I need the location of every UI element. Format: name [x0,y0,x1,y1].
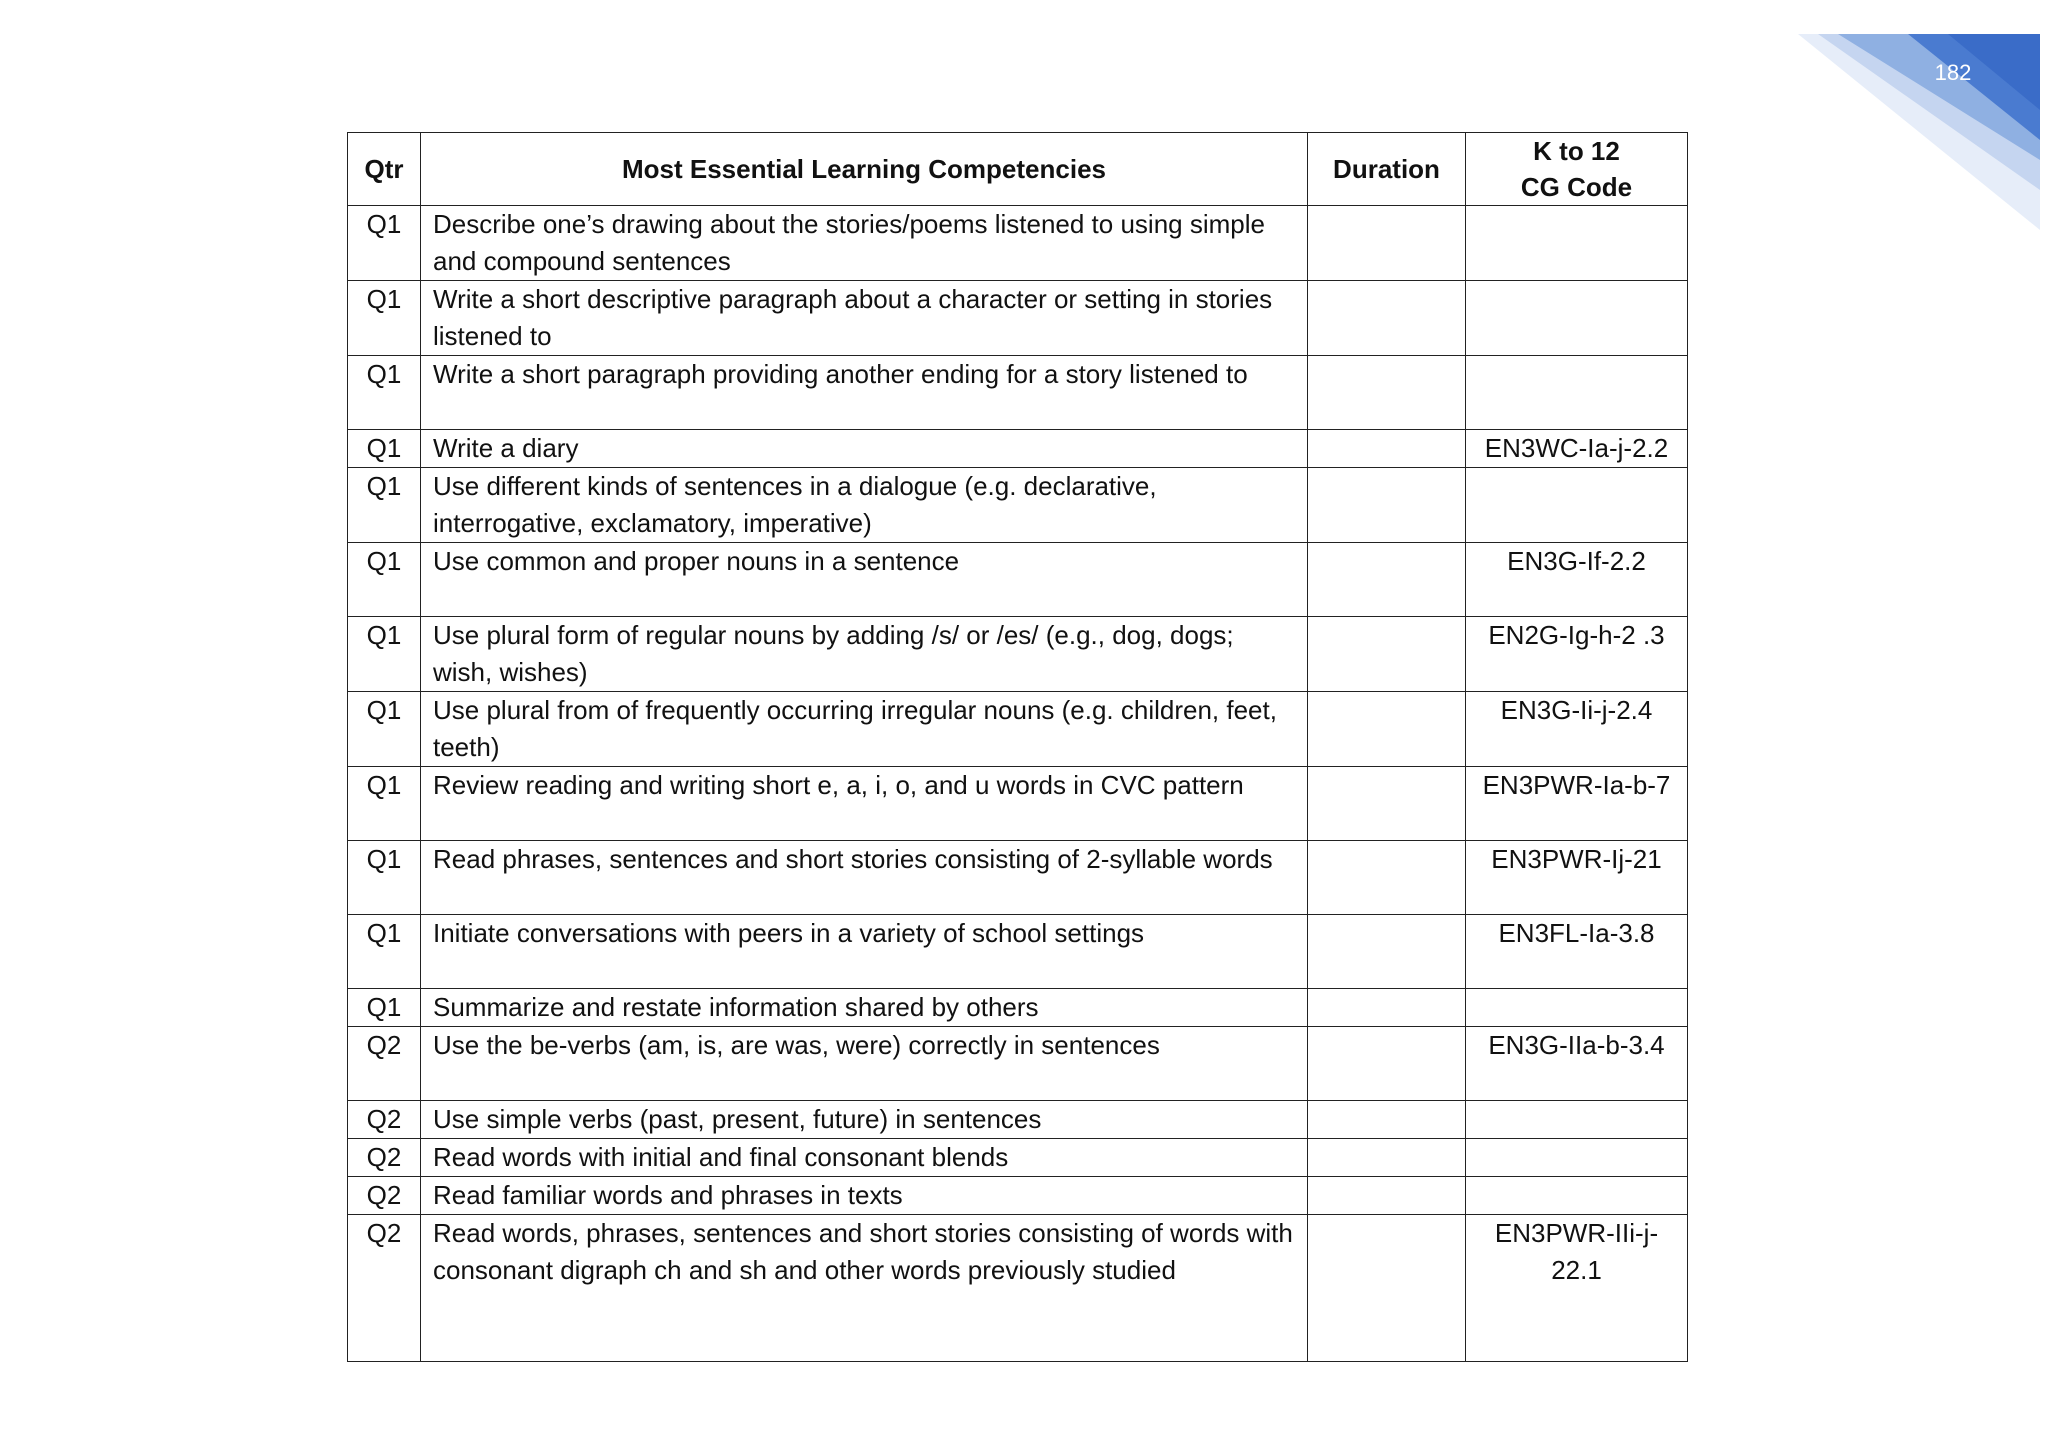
cell-competency: Use simple verbs (past, present, future) in sentences [421,1101,1308,1139]
table-row [348,356,1688,430]
cell-qtr: Q1 [348,617,421,692]
cell-duration [1308,692,1466,767]
cell-competency: Read familiar words and phrases in texts [421,1177,1308,1215]
cell-duration [1308,1215,1466,1362]
page-number: 182 [1934,60,1972,85]
cell-cg-code [1466,1177,1688,1215]
table-row [348,206,1688,281]
cell-competency: Initiate conversations with peers in a variety of school settings [421,915,1308,989]
cell-duration [1308,1139,1466,1177]
cell-competency: Review reading and writing short e, a, i, o, and u words in CVC pattern [421,767,1308,841]
cell-duration [1308,1101,1466,1139]
header-cg-code-line2: CG Code [1520,172,1633,202]
table-row [348,430,1688,468]
cell-qtr: Q1 [348,989,421,1027]
cell-qtr: Q2 [348,1177,421,1215]
cell-cg-code: EN3FL-Ia-3.8 [1466,915,1688,989]
table-row [348,1027,1688,1101]
cell-cg-code: EN3G-Ii-j-2.4 [1466,692,1688,767]
cell-duration [1308,989,1466,1027]
cell-duration [1308,1027,1466,1101]
cell-duration [1308,543,1466,617]
table-row [348,1139,1688,1177]
cell-duration [1308,206,1466,281]
cell-cg-code: EN3WC-Ia-j-2.2 [1466,430,1688,468]
header-cg-code [1466,133,1688,206]
table-row [348,989,1688,1027]
cell-qtr: Q1 [348,915,421,989]
cell-competency: Use the be-verbs (am, is, are was, were) correctly in sentences [421,1027,1308,1101]
cell-cg-code: EN2G-Ig-h-2 .3 [1466,617,1688,692]
cell-cg-code [1466,281,1688,356]
cell-duration [1308,915,1466,989]
header-competency: Most Essential Learning Competencies [421,133,1308,206]
cell-qtr: Q1 [348,692,421,767]
cell-competency: Summarize and restate information shared by others [421,989,1308,1027]
cell-competency: Use plural from of frequently occurring irregular nouns (e.g. children, feet, teeth) [421,692,1308,767]
cell-cg-code: EN3PWR-Ia-b-7 [1466,767,1688,841]
table-row [348,915,1688,989]
table-row [348,1101,1688,1139]
cell-competency: Describe one’s drawing about the stories/poems listened to using simple and compound sentences [421,206,1308,281]
cell-duration [1308,1177,1466,1215]
cell-competency: Use plural form of regular nouns by adding /s/ or /es/ (e.g., dog, dogs; wish, wishes) [421,617,1308,692]
cell-cg-code: EN3G-IIa-b-3.4 [1466,1027,1688,1101]
cell-qtr: Q1 [348,767,421,841]
cell-competency: Write a short paragraph providing another ending for a story listened to [421,356,1308,430]
cell-duration [1308,430,1466,468]
cell-cg-code [1466,206,1688,281]
cell-qtr: Q2 [348,1101,421,1139]
cell-duration [1308,617,1466,692]
cell-duration [1308,356,1466,430]
cell-cg-code: EN3G-If-2.2 [1466,543,1688,617]
competencies-table [347,132,1688,1362]
cell-qtr: Q1 [348,468,421,543]
table-row [348,281,1688,356]
table-row [348,692,1688,767]
header-cg-code-line1: K to 12 [1533,136,1620,166]
cell-competency: Use different kinds of sentences in a dialogue (e.g. declarative, interrogative, exclamatory, imperative) [421,468,1308,543]
cell-competency: Use common and proper nouns in a sentence [421,543,1308,617]
cell-qtr: Q1 [348,430,421,468]
cell-qtr: Q2 [348,1027,421,1101]
table-row [348,767,1688,841]
cell-competency: Write a short descriptive paragraph about a character or setting in stories listened to [421,281,1308,356]
cell-duration [1308,767,1466,841]
cell-qtr: Q1 [348,206,421,281]
table-row [348,841,1688,915]
table-row [348,1215,1688,1362]
cell-qtr: Q2 [348,1215,421,1362]
header-qtr: Qtr [348,133,421,206]
table-header-row [348,133,1688,206]
table-row [348,468,1688,543]
cell-cg-code [1466,1139,1688,1177]
table-row [348,543,1688,617]
table-row [348,617,1688,692]
cell-competency: Write a diary [421,430,1308,468]
cell-duration [1308,281,1466,356]
cell-cg-code [1466,356,1688,430]
corner-decoration [1728,0,2048,240]
cell-qtr: Q2 [348,1139,421,1177]
cell-qtr: Q1 [348,356,421,430]
cell-competency: Read words with initial and final consonant blends [421,1139,1308,1177]
cell-cg-code [1466,989,1688,1027]
cell-competency: Read phrases, sentences and short stories consisting of 2-syllable words [421,841,1308,915]
cell-cg-code [1466,1101,1688,1139]
cell-competency: Read words, phrases, sentences and short stories consisting of words with consonant digraph ch and sh and other words previously studied [421,1215,1308,1362]
cell-qtr: Q1 [348,841,421,915]
header-duration: Duration [1308,133,1466,206]
cell-cg-code [1466,468,1688,543]
cell-duration [1308,468,1466,543]
cell-cg-code: EN3PWR-Ij-21 [1466,841,1688,915]
cell-duration [1308,841,1466,915]
cell-qtr: Q1 [348,281,421,356]
cell-qtr: Q1 [348,543,421,617]
cell-cg-code: EN3PWR-IIi-j-22.1 [1466,1215,1688,1362]
table-row [348,1177,1688,1215]
